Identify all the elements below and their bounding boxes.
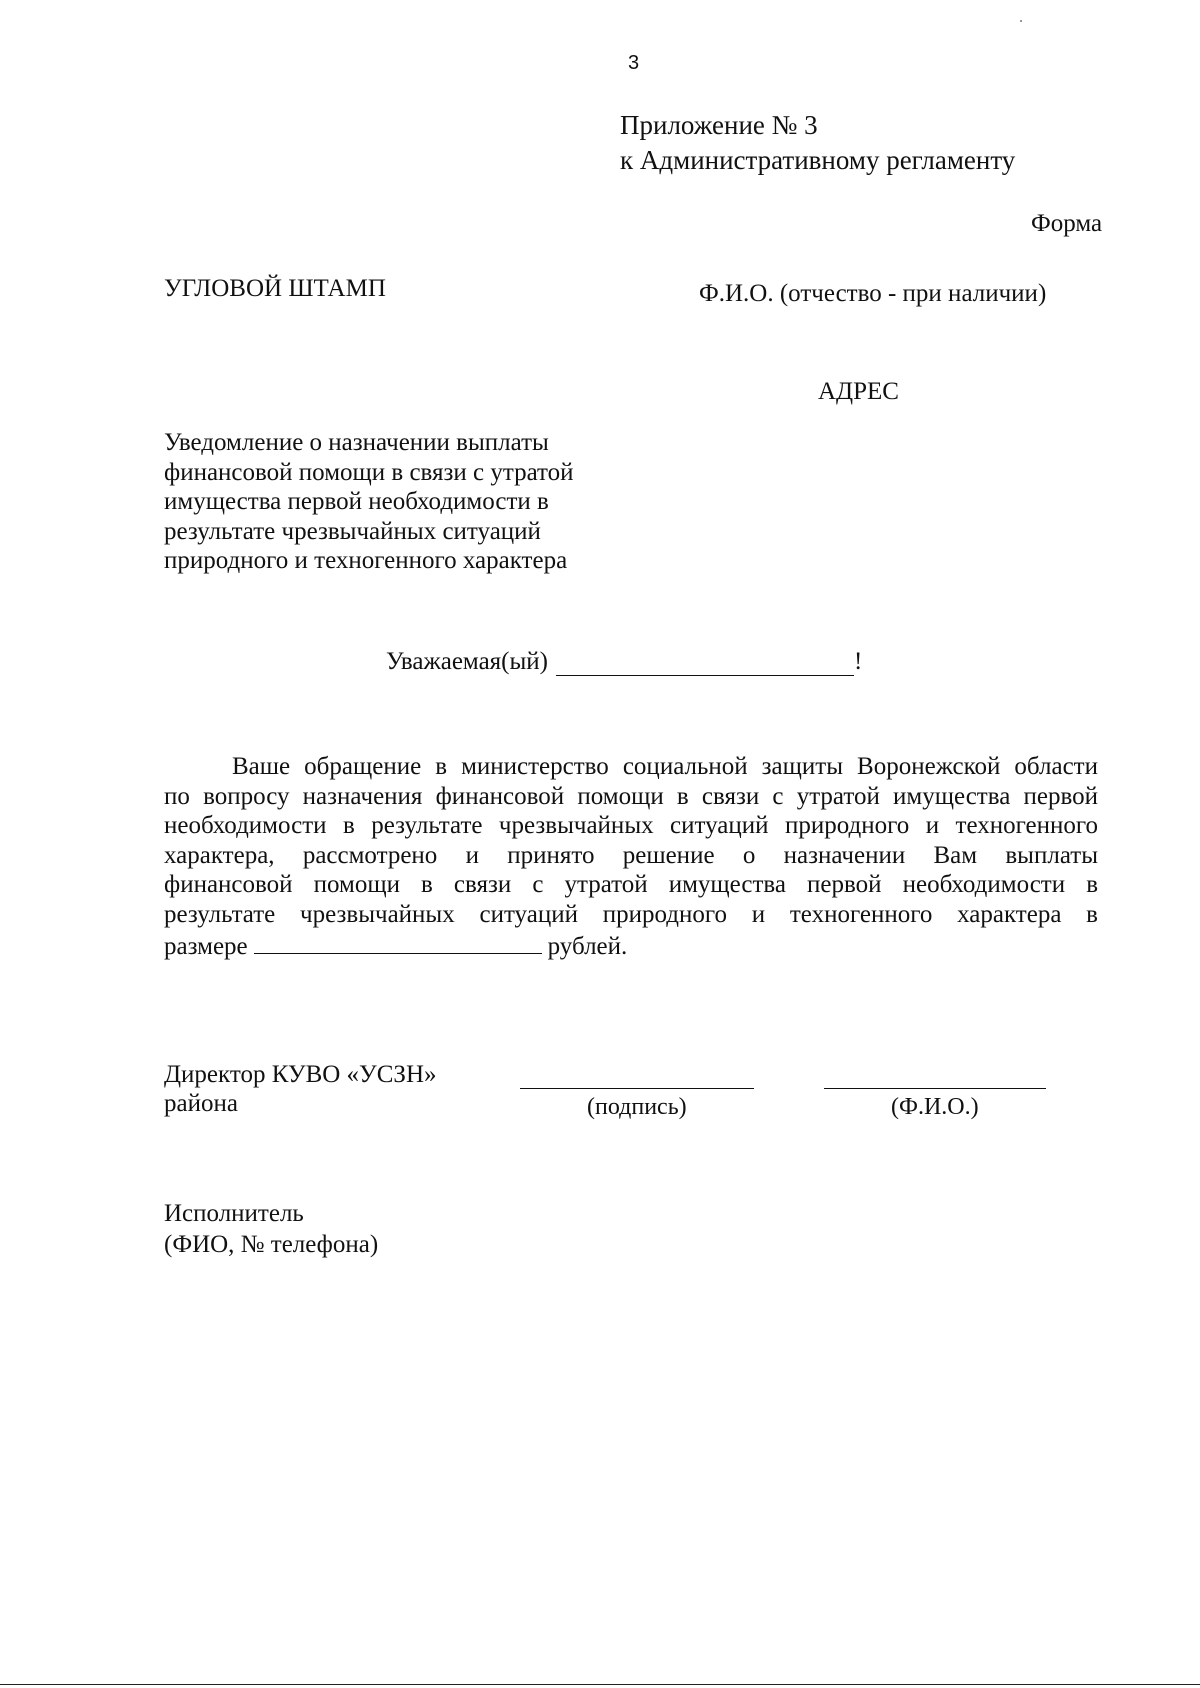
- notice-title-line: имущества первой необходимости в: [164, 488, 549, 515]
- director-title: Директор КУВО «УСЗН»: [164, 1061, 437, 1088]
- signature-blank[interactable]: [520, 1087, 754, 1089]
- salutation-suffix: !: [854, 648, 863, 675]
- amount-suffix: рублей.: [547, 933, 628, 960]
- director-name-blank[interactable]: [824, 1087, 1046, 1089]
- recipient-name-placeholder: Ф.И.О. (отчество - при наличии): [699, 280, 1047, 307]
- recipient-name-blank[interactable]: [556, 651, 854, 676]
- executor-contact-placeholder: (ФИО, № телефона): [164, 1231, 379, 1258]
- body-line: по вопросу назначения финансовой помощи в связи с утратой имущества первой: [164, 782, 1098, 810]
- page-number: 3: [628, 52, 640, 74]
- director-name-caption: (Ф.И.О.): [891, 1094, 979, 1120]
- amount-line: [164, 929, 1098, 962]
- appendix-reference: к Административному регламенту: [620, 145, 1016, 175]
- body-line: необходимости в результате чрезвычайных ситуаций природного и техногенного: [164, 812, 1098, 839]
- signature-caption: (подпись): [587, 1094, 687, 1120]
- page-bottom-edge: [0, 1684, 1200, 1685]
- notice-title-line: результате чрезвычайных ситуаций: [164, 517, 541, 545]
- scan-artifact: [1020, 20, 1022, 22]
- notice-body: [164, 752, 1098, 962]
- recipient-address-placeholder: АДРЕС: [818, 378, 899, 405]
- salutation-prefix: Уважаемая(ый): [386, 648, 548, 675]
- notice-title-line: природного и техногенного характера: [164, 547, 568, 574]
- salutation: [386, 648, 862, 676]
- form-label: Форма: [1031, 210, 1103, 237]
- notice-title: [164, 428, 624, 576]
- notice-title-line: Уведомление о назначении выплаты: [164, 429, 549, 456]
- notice-title-line: финансовой помощи в связи с утратой: [164, 458, 574, 486]
- amount-blank[interactable]: [254, 929, 542, 954]
- body-line: результате чрезвычайных ситуаций природного и техногенного характера в: [164, 900, 1098, 928]
- body-line: Ваше обращение в министерство социальной защиты Воронежской области: [232, 753, 1098, 780]
- body-line: характера, рассмотрено и принято решение о назначении Вам выплаты: [164, 841, 1098, 869]
- amount-prefix: размере: [164, 933, 248, 960]
- body-line: финансовой помощи в связи с утратой имущества первой необходимости в: [164, 871, 1098, 898]
- appendix-number: Приложение № 3: [620, 110, 818, 140]
- corner-stamp-placeholder: УГЛОВОЙ ШТАМП: [164, 275, 386, 302]
- executor-label: Исполнитель: [164, 1200, 304, 1227]
- director-title-district: района: [164, 1090, 238, 1117]
